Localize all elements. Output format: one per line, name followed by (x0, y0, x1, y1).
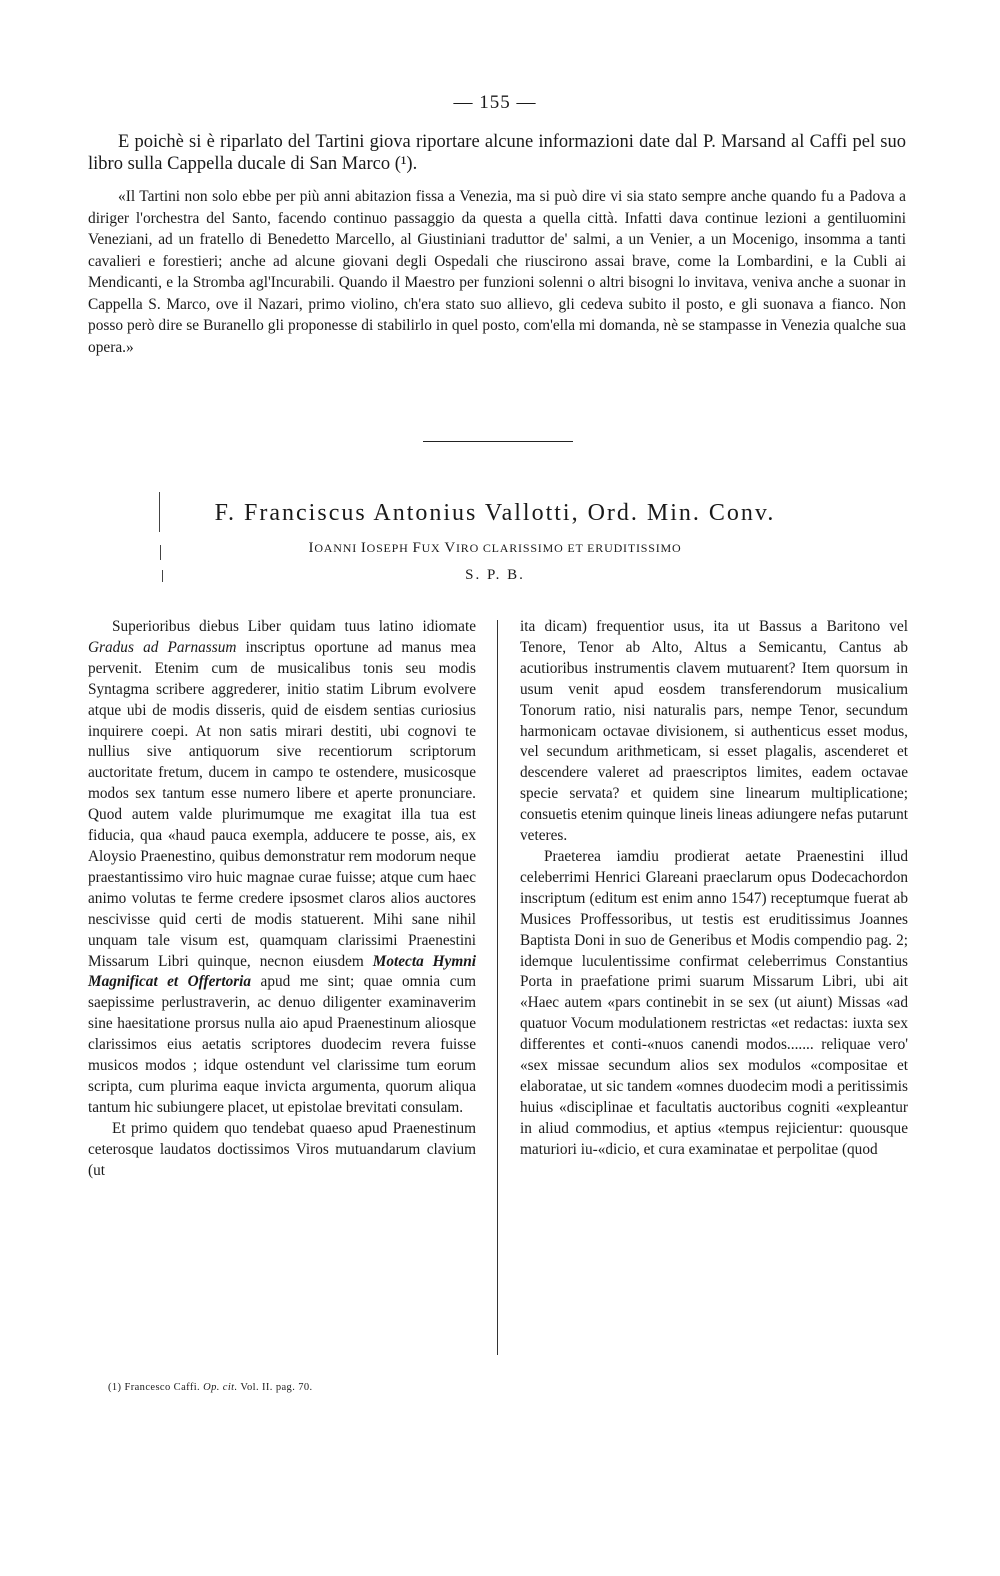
dedication-line (0, 540, 990, 557)
right-paragraph-2: Praeterea iamdiu prodierat aetate Praenestini illud celeberrimi Henrici Glareani praeclarum opus Dodecachordon inscriptum (editum est enim anno 1547) receptumque fuerat ab Musices Proffessoribus, ut testis est eruditissimus Joannes Baptista Doni in suo de Generibus et Modis compendio pag. 2; idemque luculentissime confirmat celeberrimus Constantius Porta in praefatione primi suarum Missarum Libri, ubi ait «Haec autem «pars continebit in se sex (ut aiunt) Missas «ad quatuor Vocum modulationem restrictas «et redactas: iuxta sex differentes et conti-«nuos canendi modos....... reliquae vero' «sex missae secundum alios sex modulos «compositae et elaboratae, ut sic tandem «omnes duodecim modi a peritissimis huius «disciplinae et facultatis auctoribus cogniti «expleantur in aliud commodius, et aptius «tempus rejicientur: quousque maturiori iu-«dicio, et cura examinatae et perpolitae (quod (520, 847, 908, 1158)
dedication-word: UX (421, 541, 441, 555)
dedication-initial: F (412, 540, 422, 556)
salutation: S. P. B. (465, 567, 525, 583)
dedication-word: IRO CLARISSIMO ET ERUDITISSIMO (455, 541, 682, 555)
text-run: apud me sint; quae omnia cum saepissime perlustraverin, ac denuo diligenter examinaverim sine haesitatione prorsus nulla aio apud Praenestinum aliosque clarissimos eius aetatis scriptores duodecim revera fuisse musicos modos ; idque ostendunt vel clarissime tum eorum scripta, cum plurima eaque invicta argumenta, quorum aliqua tantum hic subiungere placet, ut epistolae brevitati consulam. (88, 973, 476, 1116)
dedication-initial: V (444, 540, 456, 556)
letter-heading: F. Franciscus Antonius Vallotti, Ord. Min. Conv. (214, 500, 776, 526)
book-title: Gradus ad Parnassum (88, 638, 237, 656)
left-paragraph-2: Et primo quidem quo tendebat quaeso apud Praenestinum ceterosque laudatos doctissimos Viros mutuandarum clavium (ut (88, 1119, 476, 1179)
footnote-text: Francesco Caffi. (121, 1382, 204, 1393)
right-column (520, 617, 908, 1161)
dedication-initial: I (360, 540, 367, 556)
dedication-initial: I (308, 540, 315, 556)
dedication-word: OSEPH (366, 541, 409, 555)
tartini-quote: «Il Tartini non solo ebbe per più anni abitazion fissa a Venezia, ma si può dire vi sia stato sempre anche quando fu a Padova a diriger l'orchestra del Santo, facendo continuo passaggio da questa a quella città. Infatti dava continue lezioni a gentiluomini Veneziani, ad un fratello di Benedetto Marcello, al Giustiniani traduttor de' salmi, a un Venier, a un Mocenigo, insomma a tanti cavalieri e forestieri; anche ad alcune giovani degli Ospedali che riuscirono assai brave, come la Lombardini, e la Cubli ai Mendicanti, e la Stromba agl'Incurabili. Quando il Maestro per funzioni solenni o altri bisogni lo invitava, veniva anche a suonar in Cappella S. Marco, ove il Nazari, primo violino, ch'era stato suo allievo, gli cedeva subito il posto, e gli suonava a fianco. Non posso però dire se Buranello gli proponesse di stabilirlo in quel posto, com'ella mi domanda, nè se stampasse in Venezia qualche sua opera.» (88, 188, 906, 356)
footnote-text: Vol. II. pag. 70. (237, 1382, 313, 1393)
section-separator (423, 441, 573, 442)
text-run: Superioribus diebus Liber quidam tuus latino idiomate (112, 618, 476, 635)
left-column (88, 617, 476, 1181)
right-paragraph-1: ita dicam) frequentior usus, ita ut Bassus a Baritono vel Tenore, Tenor ab Alto, Altus a Semicantu, Cantus ab acutioribus instrumentis clavem mutuarent? Item quorsum in usum venit apud eosdem transferendorum musicalium Tonorum ratio, nisi naturalis pars, nempe Tenor, secundum harmonicam octavae divisionem, si authenticus esset modus, vel secundum arithmeticam, si esset plagalis, ascenderet et descendere valeret ad praescriptos limites, eadem octavae specie servata? et quidem sine linearum multiplicatione; consuetis etenim quinque lineis lineas adiungere nefas putarunt veteres. (520, 618, 908, 845)
intro-paragraph: E poichè si è riparlato del Tartini giova riportare alcune informazioni date dal P. Marsand al Caffi pel suo libro sulla Cappella ducale di San Marco (¹). (88, 132, 906, 174)
footnote-marker: (1) (108, 1382, 122, 1393)
dedication-word: OANNI (314, 541, 357, 555)
page-number: — 155 — (453, 92, 537, 113)
column-divider (497, 620, 498, 1355)
left-paragraph-1 (88, 617, 476, 1119)
footnote (108, 1382, 313, 1393)
footnote-citation: Op. cit. (203, 1382, 238, 1393)
works-title: Motecta Hymni Magnificat et Offertoria (88, 952, 476, 991)
text-run: inscriptus oportune ad manus mea pervenit. Etenim cum de musicalibus tonis seu modis Syntagma scribere aggrederer, initio statim Librum evolvere atque ubi de modis disseris, quid de eisdem sentias curiosius inquirere coepi. At non satis mirari destiti, ubi cognovi te nullius sive antiquorum sive recentiorum scriptorum auctoritate fretum, ducem in campo te ostendere, musicosque modos sex tantum esse numero libere et aperte pronunciare. Quod autem valde plurimumque me exagitat illa tua est fiducia, qua «haud pauca exempla, adducere te posse, ais, ex Aloysio Praenestino, quibus demonstratur rem modorum neque praestantissimo viro huic magnae curae fuisse; atque cum haec animo volutas te ferme credere ipsosmet claros alios auctores nescivisse quid certi de modis statuerent. Mihi sane nihil unquam tale visum est, quamquam clarissimi Praenestini Missarum Libri quinque, necnon eiusdem (88, 638, 477, 970)
